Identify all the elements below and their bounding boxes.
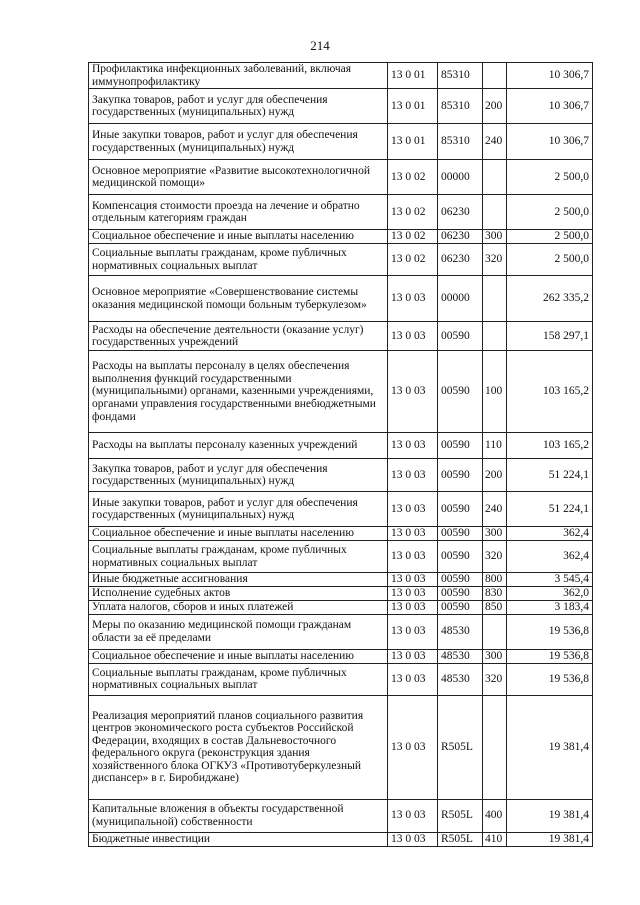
table-row xyxy=(89,230,593,244)
table-row xyxy=(89,351,593,433)
program-code-cell: 13 0 03 xyxy=(388,614,438,649)
amount-cell: 158 297,1 xyxy=(507,322,593,351)
table-row xyxy=(89,160,593,195)
expense-name-cell: Иные закупки товаров, работ и услуг для обеспечения государственных (муниципальных) нужд xyxy=(89,124,388,160)
table-row xyxy=(89,587,593,601)
direction-code-cell: 85310 xyxy=(438,89,483,124)
amount-cell: 19 536,8 xyxy=(507,649,593,663)
program-code-cell: 13 0 03 xyxy=(388,832,438,846)
expense-name-cell: Уплата налогов, сборов и иных платежей xyxy=(89,600,388,614)
table-row xyxy=(89,573,593,587)
table-row xyxy=(89,63,593,89)
direction-code-cell: 06230 xyxy=(438,244,483,276)
table-row xyxy=(89,244,593,276)
expense-type-code-cell: 100 xyxy=(483,351,507,433)
direction-code-cell: 06230 xyxy=(438,230,483,244)
budget-table-body xyxy=(89,63,593,847)
amount-cell: 362,4 xyxy=(507,541,593,573)
direction-code-cell: 48530 xyxy=(438,649,483,663)
expense-name-cell: Меры по оказанию медицинской помощи гражданам области за её пределами xyxy=(89,614,388,649)
direction-code-cell: 00590 xyxy=(438,433,483,459)
table-row xyxy=(89,492,593,527)
program-code-cell: 13 0 03 xyxy=(388,573,438,587)
expense-type-code-cell: 300 xyxy=(483,527,507,541)
page-number: 214 xyxy=(310,38,330,53)
expense-name-cell: Закупка товаров, работ и услуг для обеспечения государственных (муниципальных) нужд xyxy=(89,89,388,124)
expense-name-cell: Капитальные вложения в объекты государственной (муниципальной) собственности xyxy=(89,799,388,832)
table-row xyxy=(89,799,593,832)
table-row xyxy=(89,695,593,799)
expense-name-cell: Расходы на обеспечение деятельности (оказание услуг) государственных учреждений xyxy=(89,322,388,351)
direction-code-cell: 85310 xyxy=(438,124,483,160)
direction-code-cell: 00590 xyxy=(438,492,483,527)
expense-name-cell: Социальные выплаты гражданам, кроме публичных нормативных социальных выплат xyxy=(89,541,388,573)
program-code-cell: 13 0 03 xyxy=(388,459,438,492)
amount-cell: 19 381,4 xyxy=(507,832,593,846)
direction-code-cell: 85310 xyxy=(438,63,483,89)
amount-cell: 3 183,4 xyxy=(507,600,593,614)
program-code-cell: 13 0 03 xyxy=(388,600,438,614)
expense-type-code-cell: 850 xyxy=(483,600,507,614)
amount-cell: 2 500,0 xyxy=(507,160,593,195)
direction-code-cell: 00590 xyxy=(438,573,483,587)
table-row xyxy=(89,600,593,614)
expense-name-cell: Закупка товаров, работ и услуг для обеспечения государственных (муниципальных) нужд xyxy=(89,459,388,492)
expense-type-code-cell xyxy=(483,614,507,649)
program-code-cell: 13 0 03 xyxy=(388,276,438,322)
table-row xyxy=(89,195,593,230)
direction-code-cell: 00000 xyxy=(438,160,483,195)
table-row xyxy=(89,276,593,322)
program-code-cell: 13 0 03 xyxy=(388,695,438,799)
expense-type-code-cell xyxy=(483,63,507,89)
table-row xyxy=(89,433,593,459)
amount-cell: 19 381,4 xyxy=(507,695,593,799)
amount-cell: 103 165,2 xyxy=(507,351,593,433)
amount-cell: 262 335,2 xyxy=(507,276,593,322)
program-code-cell: 13 0 03 xyxy=(388,322,438,351)
program-code-cell: 13 0 02 xyxy=(388,160,438,195)
table-row xyxy=(89,124,593,160)
table-row xyxy=(89,832,593,846)
direction-code-cell: 00590 xyxy=(438,322,483,351)
expense-name-cell: Социальное обеспечение и иные выплаты населению xyxy=(89,649,388,663)
program-code-cell: 13 0 03 xyxy=(388,649,438,663)
direction-code-cell: R505L xyxy=(438,832,483,846)
expense-name-cell: Основное мероприятие «Совершенствование системы оказания медицинской помощи больным туберкулезом» xyxy=(89,276,388,322)
expense-name-cell: Профилактика инфекционных заболеваний, включая иммунопрофилактику xyxy=(89,63,388,89)
direction-code-cell: 06230 xyxy=(438,195,483,230)
expense-name-cell: Бюджетные инвестиции xyxy=(89,832,388,846)
direction-code-cell: 48530 xyxy=(438,614,483,649)
amount-cell: 51 224,1 xyxy=(507,492,593,527)
expense-type-code-cell: 110 xyxy=(483,433,507,459)
amount-cell: 2 500,0 xyxy=(507,244,593,276)
amount-cell: 3 545,4 xyxy=(507,573,593,587)
table-row xyxy=(89,322,593,351)
expense-name-cell: Исполнение судебных актов xyxy=(89,587,388,601)
direction-code-cell: R505L xyxy=(438,695,483,799)
amount-cell: 2 500,0 xyxy=(507,230,593,244)
program-code-cell: 13 0 01 xyxy=(388,63,438,89)
direction-code-cell: 00590 xyxy=(438,459,483,492)
expense-name-cell: Компенсация стоимости проезда на лечение и обратно отдельным категориям граждан xyxy=(89,195,388,230)
program-code-cell: 13 0 03 xyxy=(388,433,438,459)
expense-name-cell: Социальное обеспечение и иные выплаты населению xyxy=(89,230,388,244)
expense-name-cell: Основное мероприятие «Развитие высокотехнологичной медицинской помощи» xyxy=(89,160,388,195)
program-code-cell: 13 0 03 xyxy=(388,351,438,433)
expense-type-code-cell: 200 xyxy=(483,459,507,492)
expense-type-code-cell: 800 xyxy=(483,573,507,587)
program-code-cell: 13 0 02 xyxy=(388,230,438,244)
amount-cell: 10 306,7 xyxy=(507,89,593,124)
table-row xyxy=(89,459,593,492)
expense-name-cell: Расходы на выплаты персоналу в целях обеспечения выполнения функций государственными (муниципальными) органами, казенными учреждениями, органами управления государственными внебюджетными фондами xyxy=(89,351,388,433)
expense-name-cell: Иные бюджетные ассигнования xyxy=(89,573,388,587)
program-code-cell: 13 0 03 xyxy=(388,799,438,832)
program-code-cell: 13 0 03 xyxy=(388,541,438,573)
program-code-cell: 13 0 03 xyxy=(388,587,438,601)
amount-cell: 51 224,1 xyxy=(507,459,593,492)
amount-cell: 2 500,0 xyxy=(507,195,593,230)
amount-cell: 10 306,7 xyxy=(507,63,593,89)
direction-code-cell: 00000 xyxy=(438,276,483,322)
budget-table xyxy=(88,62,593,847)
expense-type-code-cell: 830 xyxy=(483,587,507,601)
expense-type-code-cell: 320 xyxy=(483,541,507,573)
expense-name-cell: Социальные выплаты гражданам, кроме публичных нормативных социальных выплат xyxy=(89,244,388,276)
expense-type-code-cell: 400 xyxy=(483,799,507,832)
amount-cell: 19 381,4 xyxy=(507,799,593,832)
table-row xyxy=(89,614,593,649)
expense-name-cell: Иные закупки товаров, работ и услуг для обеспечения государственных (муниципальных) нужд xyxy=(89,492,388,527)
expense-name-cell: Расходы на выплаты персоналу казенных учреждений xyxy=(89,433,388,459)
table-row xyxy=(89,527,593,541)
amount-cell: 362,0 xyxy=(507,587,593,601)
expense-type-code-cell: 320 xyxy=(483,244,507,276)
direction-code-cell: 00590 xyxy=(438,541,483,573)
program-code-cell: 13 0 01 xyxy=(388,124,438,160)
amount-cell: 103 165,2 xyxy=(507,433,593,459)
expense-type-code-cell: 300 xyxy=(483,230,507,244)
expense-type-code-cell: 320 xyxy=(483,663,507,695)
expense-type-code-cell: 240 xyxy=(483,124,507,160)
direction-code-cell: 00590 xyxy=(438,527,483,541)
expense-name-cell: Реализация мероприятий планов социального развития центров экономического роста субъектов Российской Федерации, входящих в состав Дальневосточного федерального округа (реконструкция здания хозяйственного блока ОГКУЗ «Противотуберкулезный диспансер» в г. Биробиджане) xyxy=(89,695,388,799)
program-code-cell: 13 0 03 xyxy=(388,527,438,541)
program-code-cell: 13 0 01 xyxy=(388,89,438,124)
direction-code-cell: 00590 xyxy=(438,600,483,614)
amount-cell: 362,4 xyxy=(507,527,593,541)
amount-cell: 10 306,7 xyxy=(507,124,593,160)
table-row xyxy=(89,649,593,663)
table-row xyxy=(89,663,593,695)
program-code-cell: 13 0 03 xyxy=(388,492,438,527)
amount-cell: 19 536,8 xyxy=(507,614,593,649)
expense-type-code-cell xyxy=(483,160,507,195)
amount-cell: 19 536,8 xyxy=(507,663,593,695)
expense-type-code-cell xyxy=(483,195,507,230)
program-code-cell: 13 0 02 xyxy=(388,244,438,276)
expense-type-code-cell xyxy=(483,695,507,799)
expense-name-cell: Социальное обеспечение и иные выплаты населению xyxy=(89,527,388,541)
table-row xyxy=(89,89,593,124)
expense-type-code-cell: 200 xyxy=(483,89,507,124)
table-row xyxy=(89,541,593,573)
expense-type-code-cell: 240 xyxy=(483,492,507,527)
expense-name-cell: Социальные выплаты гражданам, кроме публичных нормативных социальных выплат xyxy=(89,663,388,695)
expense-type-code-cell: 410 xyxy=(483,832,507,846)
direction-code-cell: R505L xyxy=(438,799,483,832)
expense-type-code-cell xyxy=(483,322,507,351)
direction-code-cell: 00590 xyxy=(438,351,483,433)
expense-type-code-cell xyxy=(483,276,507,322)
direction-code-cell: 00590 xyxy=(438,587,483,601)
program-code-cell: 13 0 03 xyxy=(388,663,438,695)
expense-type-code-cell: 300 xyxy=(483,649,507,663)
program-code-cell: 13 0 02 xyxy=(388,195,438,230)
direction-code-cell: 48530 xyxy=(438,663,483,695)
